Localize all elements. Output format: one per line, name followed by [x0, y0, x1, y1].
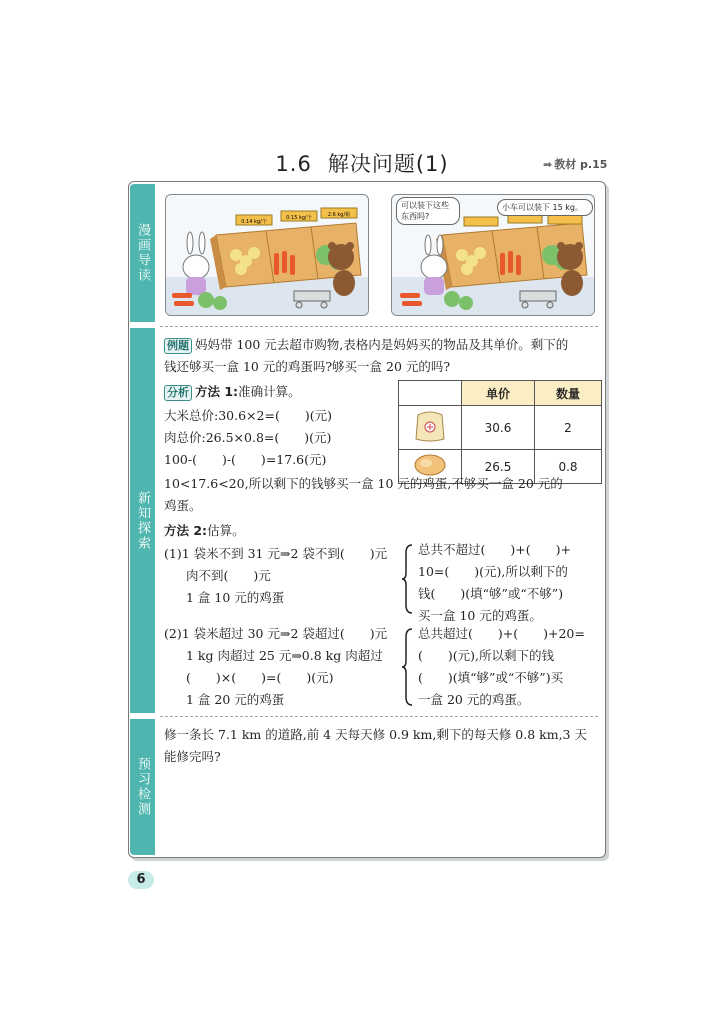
- section-tab-preview: 预习检测: [130, 719, 155, 855]
- rabbit-icon: [421, 235, 447, 295]
- estimate1-line: 肉不到( )元: [186, 568, 271, 583]
- method2-desc: 估算。: [207, 523, 245, 538]
- rabbit-icon: [183, 232, 209, 295]
- analysis-method1: [164, 381, 394, 471]
- brace-icon: [402, 627, 416, 707]
- rice-total-line: 大米总价:30.6×2=( )(元): [164, 408, 332, 423]
- estimate2-line: 1 盒 20 元的鸡蛋: [186, 692, 285, 707]
- meat-total-line: 肉总价:26.5×0.8=( )(元): [164, 430, 332, 445]
- method1-title: 方法 1:: [195, 384, 239, 399]
- preview-text-line: 能修完吗?: [164, 749, 221, 764]
- meat-qty: 0.8: [535, 450, 602, 484]
- estimate2-line: ( )(填“够”或“不够”)买: [418, 670, 564, 685]
- estimate1-left: [164, 543, 404, 609]
- estimate2-right: [418, 623, 604, 711]
- price-tag-egg: 0.14 kg/个: [241, 219, 267, 225]
- conclusion-line: 鸡蛋。: [164, 498, 202, 513]
- example-problem: [164, 334, 604, 378]
- price-table: [398, 380, 602, 484]
- comic-panel-left: [165, 194, 369, 316]
- page-title: [0, 148, 724, 178]
- estimate2-line: ( )(元),所以剩下的钱: [418, 648, 554, 663]
- estimate1-line: 钱( )(填“够”或“不够”): [418, 586, 564, 601]
- table-header-qty: 数量: [535, 381, 602, 406]
- estimate1-right: [418, 539, 604, 627]
- brace-icon: [402, 543, 416, 615]
- example-text-line: 妈妈带 100 元去超市购物,表格内是妈妈买的物品及其单价。剩下的: [195, 337, 569, 352]
- method2-title: 方法 2:: [164, 523, 208, 538]
- section-tab-intro: 漫画导读: [130, 184, 155, 322]
- preview-text-line: 修一条长 7.1 km 的道路,前 4 天每天修 0.9 km,剩下的每天修 0.8 km,3 天: [164, 727, 587, 742]
- speech-bubble-bear: 小车可以装下 15 kg。: [497, 199, 593, 216]
- estimate2-left: [164, 623, 404, 711]
- section-tab-explore: 新知探索: [130, 328, 155, 713]
- arrow-right-icon: ➡: [543, 158, 553, 171]
- rice-price: 30.6: [462, 406, 535, 450]
- conclusion-line: 10<17.6<20,所以剩下的钱够买一盒 10 元的鸡蛋,不够买一盒 20 元的: [164, 476, 563, 491]
- estimate1-line: 买一盒 10 元的鸡蛋。: [418, 608, 542, 623]
- rice-qty: 2: [535, 406, 602, 450]
- estimate1-line: (1)1 袋米不到 31 元⇒2 袋不到( )元: [164, 546, 388, 561]
- page-number: 6: [128, 871, 154, 889]
- example-text-line: 钱还够买一盒 10 元的鸡蛋吗?够买一盒 20 元的吗?: [164, 359, 451, 374]
- lesson-title: 解决问题(1): [327, 152, 449, 176]
- table-row: [399, 406, 602, 450]
- estimate1-line: 10=( )(元),所以剩下的: [418, 564, 568, 579]
- estimate1-line: 1 盒 10 元的鸡蛋: [186, 590, 285, 605]
- textbook-reference: [543, 156, 607, 172]
- speech-bubble-rabbit: 可以装下这些东西吗?: [396, 197, 460, 225]
- estimate2-line: (2)1 袋米超过 30 元⇒2 袋超过( )元: [164, 626, 388, 641]
- price-tag-carrot: 0.15 kg/个: [286, 215, 312, 221]
- example-tag: 例题: [164, 338, 192, 354]
- estimate2-line: 一盒 20 元的鸡蛋。: [418, 692, 530, 707]
- remaining-money-line: 100-( )-( )=17.6(元): [164, 452, 327, 467]
- price-tag-box: 2.6 kg/箱: [327, 212, 351, 218]
- estimate2-line: 总共超过( )+( )+20=: [418, 626, 585, 641]
- estimate1-line: 总共不超过( )+( )+: [418, 542, 571, 557]
- table-header-blank: [399, 381, 462, 406]
- analysis-tag: 分析: [164, 385, 192, 401]
- preview-problem: [164, 724, 604, 768]
- meat-price: 26.5: [462, 450, 535, 484]
- textbook-reference-text: 教材 p.15: [554, 158, 608, 171]
- section-divider: [160, 326, 598, 327]
- section-divider: [160, 716, 598, 717]
- analysis-conclusion: [164, 473, 604, 542]
- method1-desc: 准确计算。: [238, 384, 301, 399]
- lesson-number: 1.6: [275, 152, 312, 176]
- estimate2-line: 1 kg 肉超过 25 元⇒0.8 kg 肉超过: [186, 648, 383, 663]
- estimate2-line: ( )×( )=( )(元): [186, 670, 334, 685]
- rice-bag-icon: [399, 406, 462, 450]
- table-header-price: 单价: [462, 381, 535, 406]
